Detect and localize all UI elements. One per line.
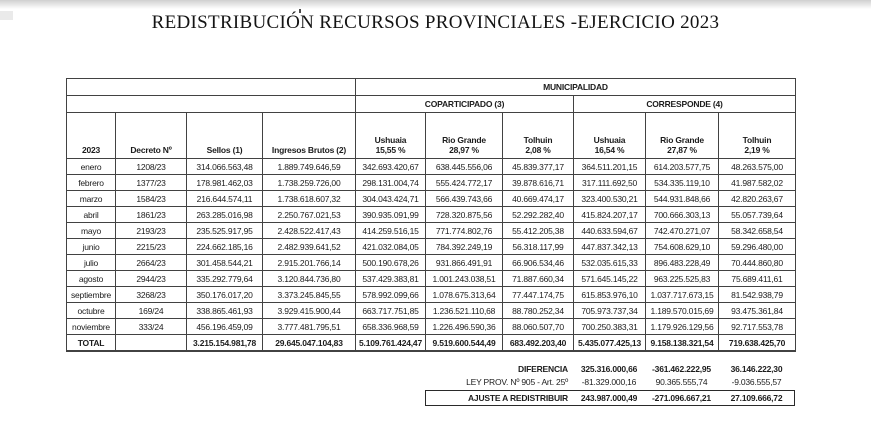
amount-cell: 39.878.616,71 [503, 175, 574, 191]
muni-column-header [503, 113, 574, 159]
decreto-cell: 1377/23 [116, 175, 187, 191]
municipality-group-header: MUNICIPALIDAD [356, 79, 796, 96]
summary-value: 325.316.000,66 [580, 364, 638, 374]
spacer-cell [67, 96, 356, 113]
decreto-cell: 2944/23 [116, 271, 187, 287]
amount-cell: 414.259.516,15 [356, 223, 426, 239]
ingresos-cell: 1.738.259.726,00 [263, 175, 356, 191]
month-cell: septiembre [67, 287, 116, 303]
amount-cell: 415.824.207,17 [574, 207, 646, 223]
amount-cell: 537.429.383,81 [356, 271, 426, 287]
month-cell: marzo [67, 191, 116, 207]
ingresos-cell: 2.250.767.021,53 [263, 207, 356, 223]
amount-cell: 771.774.802,76 [426, 223, 503, 239]
decreto-cell: 3268/23 [116, 287, 187, 303]
summary-value: -9.036.555,57 [731, 377, 782, 387]
amount-cell: 931.866.491,91 [426, 255, 503, 271]
summary-value: 27.109.666,72 [730, 393, 783, 403]
municipality-group-row [67, 79, 796, 96]
muni-pct-label: 16,54 % [594, 145, 625, 155]
amount-cell: 1.226.496.590,36 [426, 319, 503, 335]
sellos-cell: 224.662.185,16 [187, 239, 263, 255]
amount-cell: 742.470.271,07 [646, 223, 719, 239]
decreto-cell: 169/24 [116, 303, 187, 319]
summary-label: DIFERENCIA [518, 364, 568, 374]
table-row [67, 223, 796, 239]
sellos-cell: 235.525.917,95 [187, 223, 263, 239]
amount-cell: 55.412.205,38 [503, 223, 574, 239]
spacer-cell [67, 79, 356, 96]
amount-cell: 683.492.203,40 [503, 335, 574, 352]
year-column-header: 2023 [67, 113, 116, 159]
amount-cell: 555.424.772,17 [426, 175, 503, 191]
ingresos-cell: 1.738.618.607,32 [263, 191, 356, 207]
amount-cell: 532.035.615,33 [574, 255, 646, 271]
month-cell: enero [67, 159, 116, 175]
muni-city-label: Ushuaia [593, 135, 626, 145]
amount-cell: 700.666.303,13 [646, 207, 719, 223]
muni-city-label: Ushuaia [374, 135, 407, 145]
muni-column-header [646, 113, 719, 159]
muni-pct-label: 2,19 % [744, 145, 770, 155]
amount-cell: 728.320.875,56 [426, 207, 503, 223]
summary-label: AJUSTE A REDISTRIBUIR [467, 393, 568, 403]
amount-cell: 5.435.077.425,13 [574, 335, 646, 352]
amount-cell: 92.717.553,78 [719, 319, 796, 335]
amount-cell: 896.483.228,49 [646, 255, 719, 271]
month-cell: agosto [67, 271, 116, 287]
amount-cell: 614.203.577,75 [646, 159, 719, 175]
amount-cell: 390.935.091,99 [356, 207, 426, 223]
ingresos-cell: 29.645.047.104,83 [263, 335, 356, 352]
amount-cell: 963.225.525,83 [646, 271, 719, 287]
amount-cell: 638.445.556,06 [426, 159, 503, 175]
month-cell: TOTAL [67, 335, 116, 352]
decreto-cell [116, 335, 187, 352]
sellos-column-header: Sellos (1) [187, 113, 263, 159]
amount-cell: 55.057.739,64 [719, 207, 796, 223]
amount-cell: 81.542.938,79 [719, 287, 796, 303]
decreto-cell: 1584/23 [116, 191, 187, 207]
summary-value: 243.987.000,49 [580, 393, 638, 403]
ingresos-cell: 3.373.245.845,55 [263, 287, 356, 303]
amount-cell: 304.043.424,71 [356, 191, 426, 207]
amount-cell: 364.511.201,15 [574, 159, 646, 175]
main-table [66, 78, 796, 352]
month-cell: mayo [67, 223, 116, 239]
muni-pct-label: 27,87 % [667, 145, 697, 155]
amount-cell: 705.973.737,34 [574, 303, 646, 319]
amount-cell: 298.131.004,74 [356, 175, 426, 191]
decreto-cell: 2664/23 [116, 255, 187, 271]
amount-cell: 70.444.860,80 [719, 255, 796, 271]
amount-cell: 1.037.717.673,15 [646, 287, 719, 303]
sellos-cell: 216.644.574,11 [187, 191, 263, 207]
amount-cell: 534.335.119,10 [646, 175, 719, 191]
decreto-column-header: Decreto Nº [116, 113, 187, 159]
amount-cell: 45.839.377,17 [503, 159, 574, 175]
amount-cell: 9.519.600.544,49 [426, 335, 503, 352]
scan-artifact-strip [0, 0, 871, 9]
amount-cell: 1.236.521.110,68 [426, 303, 503, 319]
summary-section [66, 363, 795, 406]
ingresos-cell: 2.428.522.417,43 [263, 223, 356, 239]
muni-column-header [426, 113, 503, 159]
month-cell: julio [67, 255, 116, 271]
muni-pct-label: 15,55 % [375, 145, 406, 155]
amount-cell: 571.645.145,22 [574, 271, 646, 287]
month-cell: junio [67, 239, 116, 255]
sellos-cell: 3.215.154.981,78 [187, 335, 263, 352]
muni-pct-label: 28,97 % [449, 145, 479, 155]
table-row [67, 191, 796, 207]
table-row [67, 239, 796, 255]
amount-cell: 784.392.249,19 [426, 239, 503, 255]
ingresos-cell: 2.482.939.641,52 [263, 239, 356, 255]
amount-cell: 544.931.848,66 [646, 191, 719, 207]
amount-cell: 9.158.138.321,54 [646, 335, 719, 352]
summary-value: 36.146.222,30 [730, 364, 783, 374]
ingresos-cell: 3.777.481.795,51 [263, 319, 356, 335]
amount-cell: 754.608.629,10 [646, 239, 719, 255]
amount-cell: 48.263.575,00 [719, 159, 796, 175]
sellos-cell: 314.066.563,48 [187, 159, 263, 175]
amount-cell: 447.837.342,13 [574, 239, 646, 255]
sellos-cell: 338.865.461,93 [187, 303, 263, 319]
table-row [67, 271, 796, 287]
muni-column-header [574, 113, 646, 159]
amount-cell: 88.060.507,70 [503, 319, 574, 335]
table-row [67, 207, 796, 223]
amount-cell: 41.987.582,02 [719, 175, 796, 191]
amount-cell: 71.887.660,34 [503, 271, 574, 287]
amount-cell: 700.250.383,31 [574, 319, 646, 335]
muni-city-label: Tolhuin [742, 135, 772, 145]
muni-column-header [356, 113, 426, 159]
amount-cell: 317.111.692,50 [574, 175, 646, 191]
page-title: REDISTRIBUCIÓN RECURSOS PROVINCIALES -EJERCICIO 2023 [151, 12, 720, 33]
table-row [67, 303, 796, 319]
amount-cell: 56.318.117,99 [503, 239, 574, 255]
muni-city-label: Rio Grande [442, 135, 486, 145]
table-row [67, 319, 796, 335]
ingresos-cell: 2.915.201.766,14 [263, 255, 356, 271]
table-row [67, 255, 796, 271]
summary-value: -81.329.000,16 [581, 377, 637, 387]
table-row [67, 287, 796, 303]
ingresos-cell: 3.120.844.736,80 [263, 271, 356, 287]
summary-value: -361.462.222,95 [652, 364, 711, 374]
amount-cell: 663.717.751,85 [356, 303, 426, 319]
muni-pct-label: 2,08 % [525, 145, 551, 155]
muni-city-label: Rio Grande [660, 135, 704, 145]
sellos-cell: 301.458.544,21 [187, 255, 263, 271]
amount-cell: 1.001.243.038,51 [426, 271, 503, 287]
decreto-cell: 333/24 [116, 319, 187, 335]
amount-cell: 66.906.534,46 [503, 255, 574, 271]
amount-cell: 75.689.411,61 [719, 271, 796, 287]
summary-label: LEY PROV. Nº 905 - Art. 25º [466, 377, 568, 387]
amount-cell: 52.292.282,40 [503, 207, 574, 223]
ingresos-column-header: Ingresos Brutos (2) [263, 113, 356, 159]
amount-cell: 1.179.926.129,56 [646, 319, 719, 335]
sellos-cell: 178.981.462,03 [187, 175, 263, 191]
summary-value: -271.096.667,21 [652, 393, 711, 403]
amount-cell: 5.109.761.424,47 [356, 335, 426, 352]
column-header-row [67, 113, 796, 159]
month-cell: abril [67, 207, 116, 223]
amount-cell: 1.078.675.313,64 [426, 287, 503, 303]
amount-cell: 421.032.084,05 [356, 239, 426, 255]
decreto-cell: 1208/23 [116, 159, 187, 175]
amount-cell: 658.336.968,59 [356, 319, 426, 335]
amount-cell: 615.853.976,10 [574, 287, 646, 303]
summary-row [66, 363, 795, 376]
muni-city-label: Tolhuin [523, 135, 553, 145]
decreto-cell: 1861/23 [116, 207, 187, 223]
sellos-cell: 335.292.779,64 [187, 271, 263, 287]
ingresos-cell: 1.889.749.646,59 [263, 159, 356, 175]
subgroup-row [67, 96, 796, 113]
ingresos-cell: 3.929.415.900,44 [263, 303, 356, 319]
amount-cell: 93.475.361,84 [719, 303, 796, 319]
table-body [67, 159, 796, 352]
sellos-cell: 456.196.459,09 [187, 319, 263, 335]
decreto-cell: 2193/23 [116, 223, 187, 239]
amount-cell: 342.693.420,67 [356, 159, 426, 175]
sellos-cell: 263.285.016,98 [187, 207, 263, 223]
amount-cell: 88.780.252,34 [503, 303, 574, 319]
amount-cell: 58.342.658,54 [719, 223, 796, 239]
amount-cell: 440.633.594,67 [574, 223, 646, 239]
sellos-cell: 350.176.017,20 [187, 287, 263, 303]
corresponde-header: CORRESPONDE (4) [574, 96, 796, 113]
amount-cell: 59.296.480,00 [719, 239, 796, 255]
table-row [67, 335, 796, 352]
amount-cell: 40.669.474,17 [503, 191, 574, 207]
table-row [67, 159, 796, 175]
amount-cell: 77.447.174,75 [503, 287, 574, 303]
summary-row [66, 376, 795, 389]
summary-row [66, 390, 795, 406]
decreto-cell: 2215/23 [116, 239, 187, 255]
month-cell: febrero [67, 175, 116, 191]
muni-column-header [719, 113, 796, 159]
amount-cell: 1.189.570.015,69 [646, 303, 719, 319]
coparticipado-header: COPARTICIPADO (3) [356, 96, 574, 113]
amount-cell: 42.820.263,67 [719, 191, 796, 207]
amount-cell: 566.439.743,66 [426, 191, 503, 207]
amount-cell: 578.992.099,66 [356, 287, 426, 303]
amount-cell: 323.400.530,21 [574, 191, 646, 207]
amount-cell: 719.638.425,70 [719, 335, 796, 352]
month-cell: octubre [67, 303, 116, 319]
table-row [67, 175, 796, 191]
amount-cell: 500.190.678,26 [356, 255, 426, 271]
month-cell: noviembre [67, 319, 116, 335]
summary-value: 90.365.555,74 [655, 377, 708, 387]
